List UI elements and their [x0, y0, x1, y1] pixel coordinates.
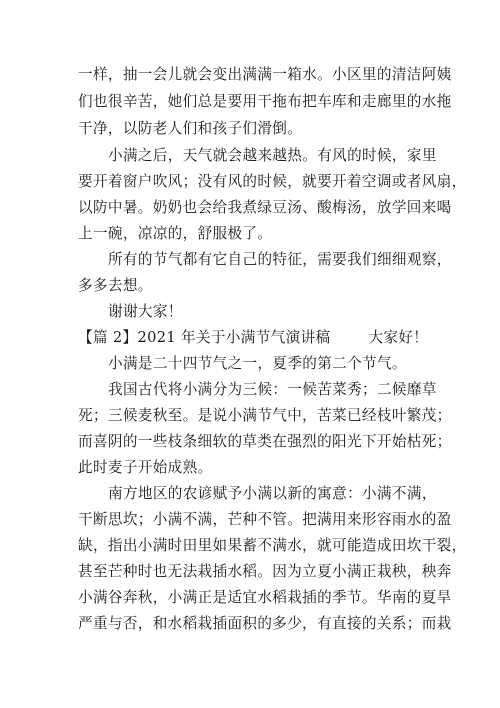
- section-title: 【篇 2】2021 年关于小满节气演讲稿: [78, 329, 331, 346]
- text-line: 缺，指出小满时田里如果蓄不满水，就可能造成田坎干裂，: [78, 537, 467, 554]
- text-line: 小满是二十四节气之一，夏季的第二个节气。: [108, 355, 407, 372]
- text-line: 们也很辛苦，她们总是要用干拖布把车库和走廊里的水拖: [78, 93, 452, 110]
- text-line: 干断思坎；小满不满，芒种不管。把满用来形容雨水的盈: [78, 511, 452, 528]
- text-line: 严重与否，和水稻栽插面积的多少，有直接的关系；而栽: [78, 615, 452, 632]
- text-line: 我国古代将小满分为三候：一候苦菜秀；二候靡草: [108, 381, 437, 398]
- text-line: 小满之后，天气就会越来越热。有风的时候，家里: [108, 147, 437, 164]
- text-line: 所有的节气都有它自己的特征，需要我们细细观察，: [108, 251, 452, 268]
- text-line: 以防中暑。奶奶也会给我煮绿豆汤、酸梅汤，放学回来喝: [78, 199, 452, 216]
- greeting: 大家好！: [368, 329, 429, 346]
- text-line: 干净，以防老人们和孩子们滑倒。: [78, 120, 303, 137]
- text-line: 要开着窗户吹风；没有风的时候，就要开着空调或者风扇，: [78, 173, 467, 190]
- text-line: 死；三候麦秋至。是说小满节气中，苦菜已经枝叶繁茂；: [78, 407, 452, 424]
- text-line: 上一碗，凉凉的，舒服极了。: [78, 225, 273, 242]
- text-line: 一样，抽一会儿就会变出满满一箱水。小区里的清洁阿姨: [78, 66, 452, 83]
- text-line: 小满谷奔秋，小满正是适宜水稻栽插的季节。华南的夏旱: [78, 589, 452, 606]
- section-heading: [78, 329, 428, 347]
- text-line: 南方地区的农谚赋予小满以新的寓意：小满不满，: [108, 485, 437, 502]
- text-line: 而喜阴的一些枝条细软的草类在强烈的阳光下开始枯死；: [78, 433, 452, 450]
- text-line: 甚至芒种时也无法栽插水稻。因为立夏小满正栽秧，秧奔: [78, 563, 452, 580]
- text-line: 多多去想。: [78, 277, 153, 294]
- text-line: 此时麦子开始成熟。: [78, 459, 213, 476]
- closing-line: 谢谢大家！: [108, 303, 183, 320]
